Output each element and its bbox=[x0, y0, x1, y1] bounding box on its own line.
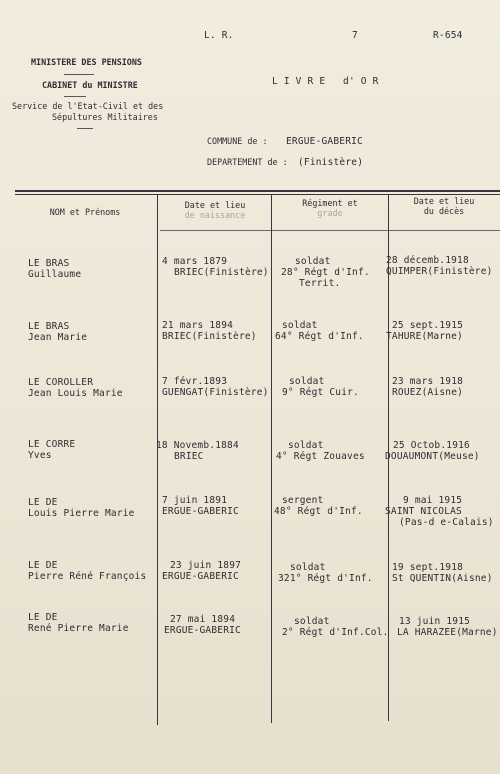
death-cell: 25 sept.1915 TAHURE(Marne) bbox=[386, 320, 464, 342]
divider bbox=[64, 74, 94, 75]
divider bbox=[64, 96, 86, 97]
regiment-cell: soldat 4° Régt Zouaves bbox=[276, 440, 365, 462]
surname: LE BRAS bbox=[28, 321, 70, 332]
birth-cell: 18 Novemb.1884 BRIEC bbox=[156, 440, 239, 462]
birth-cell: 7 févr.1893 GUENGAT(Finistère) bbox=[162, 376, 269, 398]
given-names: Yves bbox=[28, 450, 52, 461]
page-number: 7 bbox=[352, 30, 358, 41]
given-names: Pierre Réné François bbox=[28, 571, 147, 582]
given-names: Guillaume bbox=[28, 269, 82, 280]
given-names: Louis Pierre Marie bbox=[28, 508, 135, 519]
commune-value: ERGUE-GABERIC bbox=[286, 136, 363, 147]
table-top-rule-2 bbox=[15, 194, 500, 195]
commune-label: COMMUNE de : bbox=[207, 136, 268, 146]
list-item bbox=[28, 258, 81, 280]
list-item bbox=[28, 439, 75, 461]
given-names: Jean Louis Marie bbox=[28, 388, 123, 399]
surname: LE DE bbox=[28, 497, 58, 508]
surname: LE CORRE bbox=[28, 439, 76, 450]
surname: LE DE bbox=[28, 612, 58, 623]
regiment-cell: soldat 28° Régt d'Inf. Territ. bbox=[281, 256, 370, 289]
book-title: L I V R E d' O R bbox=[272, 76, 379, 87]
regiment-cell: sergent 48° Régt d'Inf. bbox=[274, 495, 363, 517]
death-cell: 9 mai 1915 SAINT NICOLAS (Pas-d e-Calais) bbox=[385, 495, 494, 528]
surname: LE COROLLER bbox=[28, 377, 94, 388]
birth-cell: 27 mai 1894 ERGUE-GABERIC bbox=[164, 614, 241, 636]
list-item bbox=[28, 377, 123, 399]
list-item bbox=[28, 497, 135, 519]
top-mark: L. R. bbox=[204, 30, 234, 41]
birth-cell: 7 juin 1891 ERGUE-GABERIC bbox=[162, 495, 239, 517]
list-item bbox=[28, 560, 146, 582]
ministry-line: MINISTERE DES PENSIONS bbox=[31, 57, 142, 67]
surname: LE DE bbox=[28, 560, 58, 571]
list-item bbox=[28, 321, 87, 343]
death-cell: 19 sept.1918 St QUENTIN(Aisne) bbox=[392, 562, 493, 584]
surname: LE BRAS bbox=[28, 258, 70, 269]
col-header-regiment: Régiment et grade bbox=[302, 198, 358, 218]
list-item bbox=[28, 612, 129, 634]
death-cell: 23 mars 1918 ROUEZ(Aisne) bbox=[392, 376, 464, 398]
header-bottom-rule bbox=[160, 230, 500, 231]
col-header-death: Date et lieu du décès bbox=[413, 196, 475, 216]
service-line-2: Sépultures Militaires bbox=[52, 112, 158, 122]
birth-cell: 4 mars 1879 BRIEC(Finistère) bbox=[162, 256, 269, 278]
given-names: Jean Marie bbox=[28, 332, 88, 343]
column-divider bbox=[271, 195, 272, 723]
death-cell: 13 juin 1915 LA HARAZEE(Marne) bbox=[397, 616, 498, 638]
given-names: René Pierre Marie bbox=[28, 623, 129, 634]
birth-cell: 23 juin 1897 ERGUE-GABERIC bbox=[162, 560, 242, 582]
col-header-birth: Date et lieu de naissance bbox=[184, 200, 246, 220]
reference-number: R-654 bbox=[433, 30, 463, 41]
regiment-cell: soldat 2° Régt d'Inf.Col. bbox=[282, 616, 389, 638]
death-cell: 25 Octob.1916 DOUAUMONT(Meuse) bbox=[385, 440, 480, 462]
cabinet-line: CABINET du MINISTRE bbox=[42, 80, 138, 90]
col-header-name: NOM et Prénoms bbox=[49, 207, 121, 217]
divider bbox=[77, 128, 93, 129]
regiment-cell: soldat 9° Régt Cuir. bbox=[282, 376, 359, 398]
regiment-cell: soldat 321° Régt d'Inf. bbox=[278, 562, 373, 584]
table-top-rule bbox=[15, 190, 500, 192]
regiment-cell: soldat 64° Régt d'Inf. bbox=[275, 320, 364, 342]
department-label: DEPARTEMENT de : bbox=[207, 157, 288, 167]
department-value: (Finistère) bbox=[298, 157, 364, 168]
birth-cell: 21 mars 1894 BRIEC(Finistère) bbox=[162, 320, 257, 342]
death-cell: 28 décemb.1918 QUIMPER(Finistère) bbox=[386, 255, 493, 277]
service-line-1: Service de l'Etat-Civil et des bbox=[12, 101, 164, 111]
